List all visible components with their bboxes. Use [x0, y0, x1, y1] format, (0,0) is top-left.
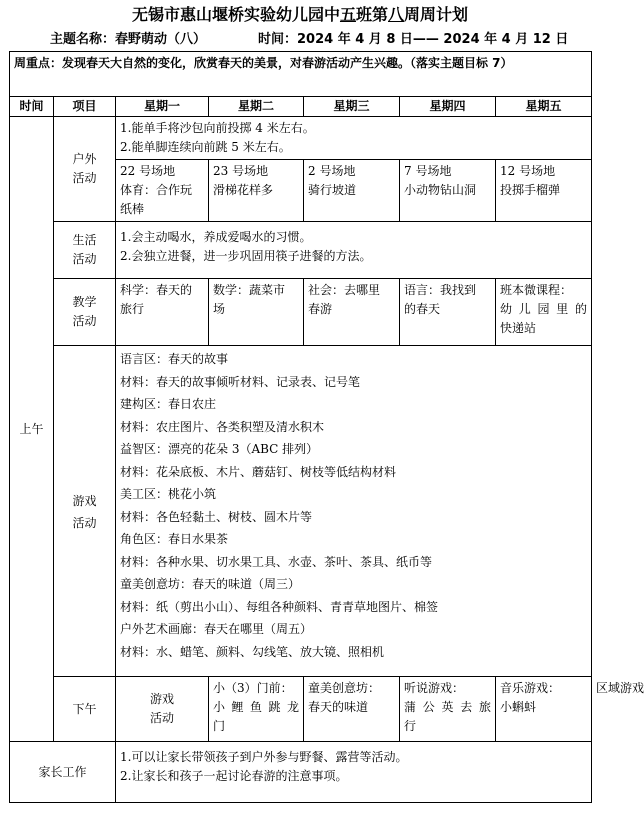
afternoon-thursday [496, 677, 592, 742]
afternoon-row: 下午 游戏 活动 小（3）门前： 小鲤鱼跳龙 门 童美创意坊： 春天的味道 听说游戏： 蒲公英去旅 行 音乐游戏： 小蝌蚪 区域游戏 [10, 677, 592, 742]
game-line: 材料：春天的故事倾听材料、记录表、记号笔 [120, 374, 361, 389]
teaching-friday [496, 279, 592, 346]
cell-line: 童美创意坊： [308, 681, 381, 695]
outdoor-monday [116, 160, 209, 222]
column-header: 项目 [54, 97, 116, 117]
cell-line: 投掷手榴弹 [500, 183, 561, 197]
cell-line: 小动物钻山洞 [404, 183, 477, 197]
category-label: 户外 [72, 152, 97, 166]
period-afternoon: 下午 [54, 677, 116, 742]
afternoon-monday [209, 677, 304, 742]
game-line: 建构区：春日农庄 [120, 397, 217, 411]
goal-item: 1.会主动喝水，养成爱喝水的习惯。 [120, 230, 312, 244]
outdoor-thursday [400, 160, 496, 222]
life-goals [116, 222, 592, 279]
weekly-focus: 周重点：发现春天大自然的变化，欣赏春天的美景，对春游活动产生兴趣。（落实主题目标 7） [10, 52, 592, 97]
cell-line: 纸棒 [120, 202, 145, 216]
table-header [10, 97, 592, 117]
column-header: 星期二 [209, 97, 304, 117]
cell-line: 22 号场地 [120, 164, 176, 178]
cell-line: 听说游戏： [404, 681, 465, 695]
category-label: 活动 [72, 516, 97, 530]
parent-line: 1.可以让家长带领孩子到户外参与野餐、露营等活动。 [120, 750, 408, 764]
column-header: 星期五 [496, 97, 592, 117]
afternoon-wednesday [400, 677, 496, 742]
title-text-1: 无锡市惠山堰桥实验幼儿园中 [131, 5, 340, 24]
teaching-row [10, 279, 592, 346]
cell-line: 行 [404, 719, 417, 733]
category-label: 活动 [72, 252, 97, 266]
teaching-monday [116, 279, 209, 346]
cell-line: 小鲤鱼跳龙 [213, 700, 299, 714]
outdoor-goals-row [10, 117, 592, 160]
cell-line: 班本微课程： [500, 283, 573, 297]
cell-line: 蒲公英去旅 [404, 700, 491, 714]
cell-line: 音乐游戏： [500, 681, 561, 695]
outdoor-goals [116, 117, 592, 160]
cell-line: 滑梯花样多 [213, 183, 274, 197]
category-label: 游戏 [72, 493, 97, 508]
game-line: 材料：纸（剪出小山）、每组各种颜料、青青草地图片、棉签 [120, 599, 439, 614]
category-afternoon-games [116, 677, 209, 742]
category-label: 活动 [149, 711, 174, 725]
cell-line: 小（3）门前： [213, 681, 293, 695]
outdoor-friday [496, 160, 592, 222]
title-text-3: 周周计划 [404, 5, 469, 24]
cell-line: 7 号场地 [404, 164, 452, 178]
teaching-thursday [400, 279, 496, 346]
goal-item: 2.会独立进餐，进一步巩固用筷子进餐的方法。 [120, 249, 372, 263]
cell-line: 幼儿园里的 [500, 302, 588, 316]
afternoon-tuesday [304, 677, 400, 742]
game-line: 美工区：桃花小筑 [120, 487, 217, 501]
cell-line: 23 号场地 [213, 164, 269, 178]
game-line: 语言区：春天的故事 [120, 352, 229, 366]
title-text-2: 班第 [355, 5, 388, 24]
parents-content [116, 742, 592, 803]
title-class-number: 五 [339, 5, 356, 24]
games-row [10, 346, 592, 677]
parents-row [10, 742, 592, 803]
cell-line: 春游 [308, 302, 333, 316]
plan-table [9, 51, 644, 803]
cell-line: 科学：春天的 [120, 283, 193, 297]
category-teaching [54, 279, 116, 346]
games-content [116, 346, 592, 677]
period-morning: 上午 [10, 117, 54, 742]
goal-item: 1.能单手将沙包向前投掷 4 米左右。 [120, 121, 315, 135]
date-range: 时间：2024 年 4 月 8 日—— 2024 年 4 月 12 日 [258, 32, 569, 47]
game-line: 材料：水、蜡笔、颜料、勾线笔、放大镜、照相机 [120, 644, 385, 659]
cell-line: 数学：蔬菜市 [213, 283, 286, 297]
cell-line: 门 [213, 719, 226, 733]
title-week-number: 八 [388, 5, 405, 24]
cell-line: 骑行坡道 [308, 183, 357, 197]
category-games [54, 346, 116, 677]
life-row [10, 222, 592, 279]
column-header: 星期三 [304, 97, 400, 117]
column-header: 星期一 [116, 97, 209, 117]
page-title [0, 4, 600, 26]
cell-line: 语言：我找到 [404, 283, 477, 297]
goal-item: 2.能单脚连续向前跳 5 米左右。 [120, 140, 291, 154]
teaching-tuesday [209, 279, 304, 346]
category-life [54, 222, 116, 279]
cell-line: 旅行 [120, 302, 145, 316]
game-line: 材料：各种水果、切水果工具、水壶、茶叶、茶具、纸币等 [120, 554, 433, 569]
cell-line: 体育：合作玩 [120, 183, 193, 197]
cell-line: 春天的味道 [308, 700, 369, 714]
parent-line: 2.让家长和孩子一起讨论春游的注意事项。 [120, 769, 348, 783]
category-label: 教学 [72, 295, 97, 309]
teaching-wednesday [304, 279, 400, 346]
game-line: 益智区：漂亮的花朵 3（ABC 排列） [120, 442, 319, 456]
cell-line: 2 号场地 [308, 164, 356, 178]
category-label: 游戏 [149, 692, 174, 706]
category-label: 活动 [72, 171, 97, 185]
cell-line: 场 [213, 302, 226, 316]
cell-line: 12 号场地 [500, 164, 556, 178]
category-label: 活动 [72, 314, 97, 328]
cell-line: 社会：去哪里 [308, 283, 381, 297]
outdoor-wednesday [304, 160, 400, 222]
outdoor-tuesday [209, 160, 304, 222]
cell-line: 快递站 [500, 321, 537, 335]
theme-name: 主题名称：春野萌动（八） [50, 32, 207, 47]
category-parents: 家长工作 [10, 742, 116, 803]
game-line: 角色区：春日水果茶 [120, 532, 229, 546]
category-label: 生活 [72, 233, 97, 247]
game-line: 童美创意坊：春天的味道（周三） [120, 577, 301, 591]
cell-line: 小蝌蚪 [500, 700, 537, 714]
game-line: 材料：各色轻黏土、树枝、圆木片等 [120, 509, 313, 524]
game-line: 户外艺术画廊：春天在哪里（周五） [120, 622, 313, 636]
game-line: 材料：农庄图片、各类积塑及清水积木 [120, 419, 325, 434]
column-header: 时间 [10, 97, 54, 117]
cell-line: 的春天 [404, 302, 441, 316]
column-header: 星期四 [400, 97, 496, 117]
game-line: 材料：花朵底板、木片、蘑菇钉、树枝等低结构材料 [120, 464, 397, 479]
category-outdoor [54, 117, 116, 222]
